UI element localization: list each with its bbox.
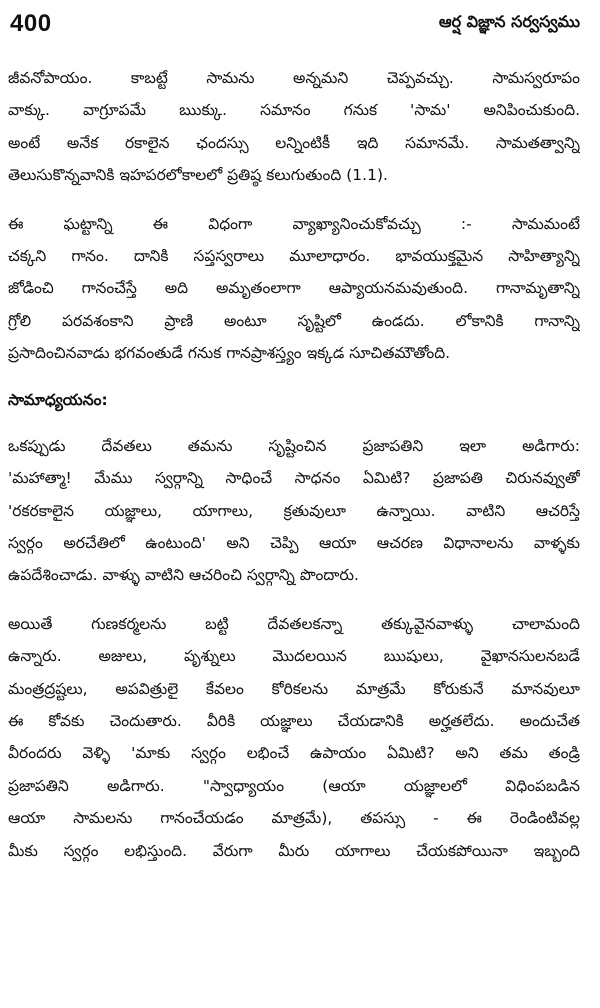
text-line: అంటే అనేక రకాలైన ఛందస్సు లన్నింటికీ ఇది సమానమే. సామతత్వాన్ని	[8, 133, 580, 152]
paragraph	[8, 430, 580, 592]
text-line: మంత్రద్రష్టలు, అపవిత్రులై కేవలం కోరికలను మాత్రమే కోరుకునే మానవులూ	[8, 679, 580, 698]
page-number: 400	[10, 10, 52, 37]
text-line: స్వర్గం అరచేతిలో ఉంటుంది' అని చెప్పి ఆయా ఆచరణ విధానాలను వాళ్ళకు	[8, 534, 580, 553]
text-line: ఉన్నారు. అజులు, పృశ్నులు మొదలయిన ఋషులు, వైఖానసులనబడే	[8, 647, 580, 666]
text-line: ప్రజాపతిని అడిగారు. "స్వాధ్యాయం (ఆయా యజ్ఞాలలో విధింపబడిన	[8, 776, 580, 795]
running-title: ఆర్ష విజ్ఞాన సర్వస్వము	[438, 12, 580, 31]
text-line: వాక్కు. వాగ్రూపమే ఋక్కు. సమానం గనుక 'సామ' అనిపించుకుంది.	[8, 101, 580, 120]
text-line: ఒకప్పుడు దేవతలు తమను సృష్టించిన ప్రజాపతిని ఇలా అడిగారు:	[8, 436, 580, 455]
text-line: గ్రోలి పరవశంకాని ప్రాణి అంటూ సృష్టిలో ఉండదు. లోకానికి గానాన్ని	[8, 311, 580, 330]
text-line: ఉపదేశించాడు. వాళ్ళు వాటిని ఆచరించి స్వర్గాన్ని పొందారు.	[8, 566, 359, 585]
section-heading: సామాధ్యయనం:	[8, 390, 108, 409]
running-header	[8, 6, 580, 40]
text-line: వీరందరు వెళ్ళి 'మాకు స్వర్గం లభించే ఉపాయం ఏమిటి? అని తమ తండ్రి	[8, 744, 580, 763]
text-line: తెలుసుకొన్నవానికి ఇహపరలోకాలలో ప్రతిష్ఠ కలుగుతుంది (1.1).	[8, 166, 388, 185]
text-line: ఈ కోవకు చెందుతారు. వీరికి యజ్ఞాలు చేయడానికి అర్హతలేదు. అందుచేత	[8, 712, 580, 731]
text-line: ఆయా సామలను గానంచేయడం మాత్రమే), తపస్సు - ఈ రెండింటివల్ల	[8, 809, 580, 828]
body-text	[8, 62, 580, 867]
text-line: జోడించి గానంచేస్తే అది అమృతంలాగా ఆప్యాయనమవుతుంది. గానామృతాన్ని	[8, 279, 580, 298]
text-line: జీవనోపాయం. కాబట్టే సామను అన్నమని చెప్పవచ్చు. సామస్వరూపం	[8, 69, 580, 87]
text-line: 'రకరకాలైన యజ్ఞాలు, యాగాలు, క్రతువులూ ఉన్నాయి. వాటిని ఆచరిస్తే	[8, 501, 580, 520]
text-line: 'మహాత్మా! మేము స్వర్గాన్ని సాధించే సాధనం ఏమిటి? ప్రజాపతి చిరునవ్వుతో	[8, 469, 580, 488]
paragraph	[8, 62, 580, 192]
text-line: ఈ ఘట్టాన్ని ఈ విధంగా వ్యాఖ్యానించుకోవచ్చు :- సామమంటే	[8, 214, 580, 233]
text-line: ప్రసాదించినవాడు భగవంతుడే గనుక గానప్రాశస్త్యం ఇక్కడ సూచితమౌతోంది.	[8, 344, 451, 363]
paragraph	[8, 208, 580, 370]
paragraph	[8, 608, 580, 867]
text-line: మీకు స్వర్గం లభిస్తుంది. వేరుగా మీరు యాగాలు చేయకపోయినా ఇబ్బంది	[8, 841, 580, 860]
text-line: చక్కని గానం. దానికి సప్తస్వరాలు మూలాధారం. భావయుక్తమైన సాహిత్యాన్ని	[8, 246, 580, 265]
text-line: అయితే గుణకర్మలను బట్టి దేవతలకన్నా తక్కువైనవాళ్ళు చాలామంది	[8, 614, 580, 633]
